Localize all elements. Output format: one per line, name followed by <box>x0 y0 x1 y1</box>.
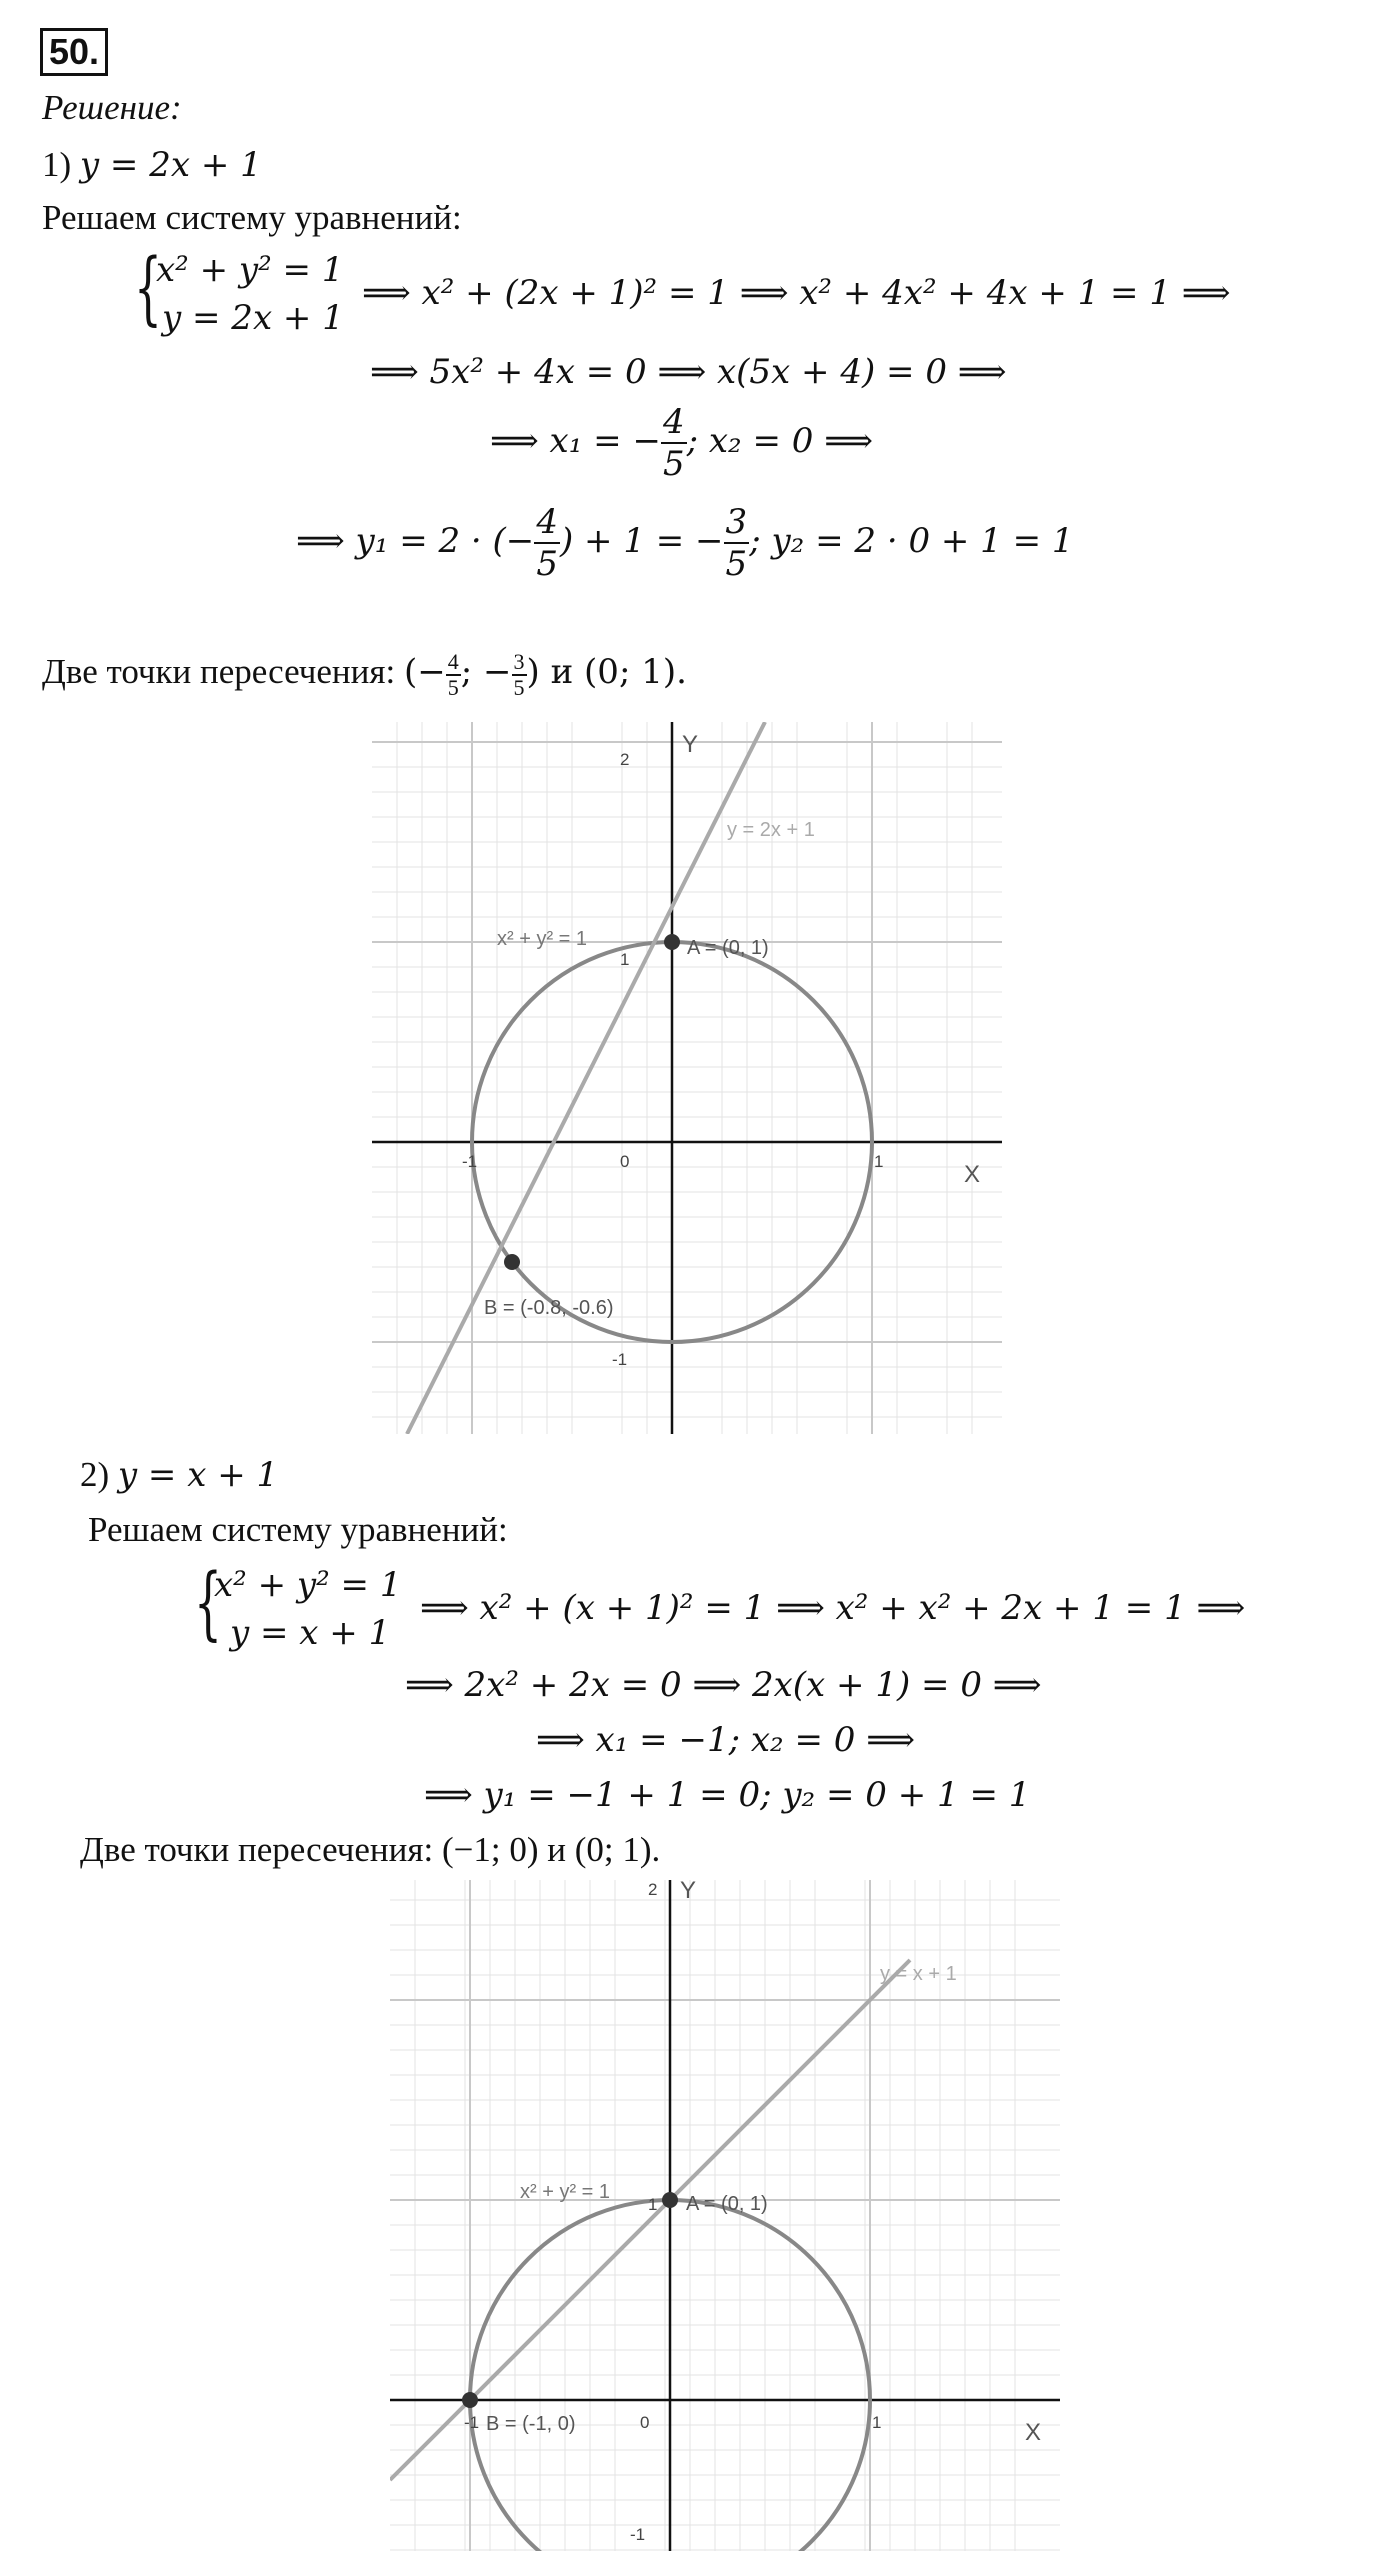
part2-line3: ⟹ x₁ = −1; x₂ = 0 ⟹ <box>536 1720 915 1760</box>
part1-heading <box>42 145 262 185</box>
part1-system-brace: { <box>134 241 162 334</box>
graph1 <box>372 722 1002 1434</box>
part1-system-eq1: x² + y² = 1 <box>156 250 344 290</box>
frac-den: 5 <box>536 544 558 584</box>
frac-num: 4 <box>536 502 558 542</box>
part1-points-text: Две точки пересечения: <box>42 652 396 692</box>
part1-points-sep: ; − <box>460 652 512 693</box>
part1-line1: ⟹ x² + (2x + 1)² = 1 ⟹ x² + 4x² + 4x + 1 = 1 ⟹ <box>362 273 1231 313</box>
part2-equation: y = x + 1 <box>117 1455 279 1495</box>
graph1-x-axis-label: X <box>964 1161 981 1188</box>
graph2-point-b-label: B = (-1, 0) <box>486 2413 576 2435</box>
part1-line3-post: ; x₂ = 0 ⟹ <box>686 421 873 461</box>
graph1-tick-x1: 1 <box>874 1152 884 1171</box>
part2-heading <box>80 1455 278 1495</box>
frac-den: 5 <box>725 544 748 584</box>
part1-line3-frac <box>661 402 687 484</box>
part2-system-brace: { <box>194 1556 222 1649</box>
part2-label: 2) <box>80 1455 110 1494</box>
frac-den: 5 <box>447 675 459 700</box>
graph1-line <box>407 722 765 1434</box>
part1-points-frac2 <box>512 650 527 700</box>
solution-label-text: Решение <box>42 88 171 127</box>
problem-number: 50. <box>40 28 108 76</box>
graph1-point-a-label: A = (0, 1) <box>687 937 769 959</box>
graph2-circle-label: x² + y² = 1 <box>520 2181 611 2203</box>
frac-num: 3 <box>513 649 525 674</box>
part1-line2: ⟹ 5x² + 4x = 0 ⟹ x(5x + 4) = 0 ⟹ <box>370 352 1007 392</box>
graph2-tick-m1: -1 <box>630 2525 646 2544</box>
part1-points-and: и (0; 1). <box>539 652 687 693</box>
graph2-line-label: y = x + 1 <box>880 1963 957 1985</box>
part2-line4: ⟹ y₁ = −1 + 1 = 0; y₂ = 0 + 1 = 1 <box>424 1775 1031 1815</box>
graph2-tick-0: 0 <box>640 2413 650 2432</box>
part1-label: 1) <box>42 145 72 184</box>
frac-num: 3 <box>725 502 748 542</box>
part2-line2: ⟹ 2x² + 2x = 0 ⟹ 2x(x + 1) = 0 ⟹ <box>405 1665 1042 1705</box>
part1-points <box>42 650 687 700</box>
graph2-point-a-label: A = (0, 1) <box>686 2193 768 2215</box>
part1-line3 <box>490 402 873 484</box>
graph1-line-label: y = 2x + 1 <box>727 819 815 841</box>
graph1-point-a <box>664 934 680 950</box>
part1-system-eq2: y = 2x + 1 <box>162 298 344 338</box>
graph1-tick-2: 2 <box>620 750 630 769</box>
part1-line4-frac1 <box>534 502 560 584</box>
part1-line4-pre: ⟹ y₁ = 2 · (− <box>296 521 535 561</box>
graph1-circle-label: x² + y² = 1 <box>497 928 588 950</box>
graph1-tick-xm1: -1 <box>462 1152 478 1171</box>
graph2-point-b <box>462 2392 478 2408</box>
part1-line4-post: ; y₂ = 2 · 0 + 1 = 1 <box>749 521 1074 561</box>
part2-line1: ⟹ x² + (x + 1)² = 1 ⟹ x² + x² + 2x + 1 = 1 ⟹ <box>420 1588 1246 1628</box>
frac-den: 5 <box>662 444 685 484</box>
graph2-x-axis-label: X <box>1025 2419 1042 2446</box>
part1-equation: y = 2x + 1 <box>79 145 262 185</box>
graph1-minor-grid <box>372 722 1002 1434</box>
graph2-tick-xm1: -1 <box>464 2413 480 2432</box>
frac-den: 5 <box>513 675 525 700</box>
part1-solve-text: Решаем систему уравнений: <box>42 198 462 237</box>
part1-line4 <box>296 502 1074 584</box>
part1-line3-pre: ⟹ x₁ = − <box>490 421 661 461</box>
graph2-tick-2: 2 <box>648 1880 658 1899</box>
part2-solve-text: Решаем систему уравнений: <box>88 1510 508 1549</box>
part1-points-close: ) <box>526 652 540 693</box>
frac-num: 4 <box>662 402 685 442</box>
solution-label <box>42 88 182 128</box>
graph2 <box>390 1880 1060 2551</box>
part1-line4-frac2 <box>724 502 750 584</box>
part2-system-eq1: x² + y² = 1 <box>214 1565 402 1605</box>
graph1-tick-1: 1 <box>620 950 630 969</box>
part2-system-eq2: y = x + 1 <box>230 1613 391 1653</box>
graph1-point-b-label: B = (-0.8, -0.6) <box>484 1297 614 1319</box>
graph1-y-axis-label: Y <box>682 731 699 758</box>
part1-points-frac1 <box>446 650 461 700</box>
graph1-tick-m1: -1 <box>612 1350 628 1369</box>
frac-num: 4 <box>447 649 459 674</box>
part2-points-text: Две точки пересечения: (−1; 0) и (0; 1). <box>80 1830 661 1869</box>
part1-points-open: (− <box>403 652 446 693</box>
part1-line4-mid: ) + 1 = − <box>559 521 724 561</box>
graph1-point-b <box>504 1254 520 1270</box>
graph1-major-grid <box>372 722 1002 1434</box>
graph1-tick-0: 0 <box>620 1152 630 1171</box>
graph2-minor-grid <box>390 1880 1060 2551</box>
graph2-tick-1: 1 <box>648 2195 658 2214</box>
solution-colon: : <box>170 88 182 127</box>
graph2-point-a <box>662 2192 678 2208</box>
graph2-y-axis-label: Y <box>680 1880 697 1904</box>
graph2-tick-x1: 1 <box>872 2413 882 2432</box>
